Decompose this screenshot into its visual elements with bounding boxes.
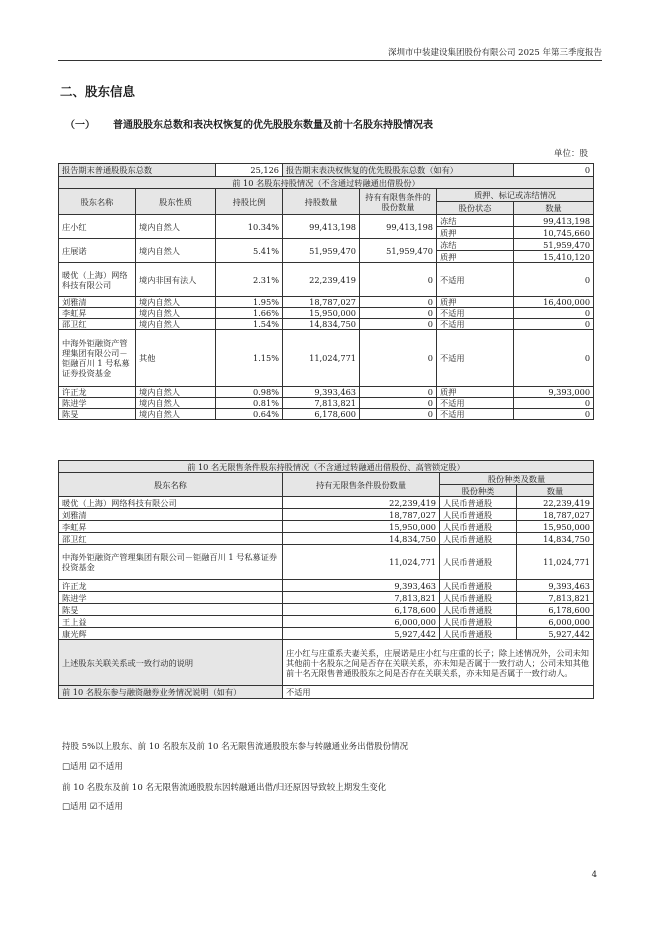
share-type: 人民币普通股 xyxy=(440,509,517,521)
unrestricted-qty: 7,813,821 xyxy=(283,592,440,604)
shareholder-name: 陈进学 xyxy=(59,398,136,409)
restricted-qty: 0 xyxy=(360,409,437,420)
unrestricted-shareholder-name: 王上益 xyxy=(59,616,283,628)
top10-row xyxy=(59,239,594,251)
pledge-count: 99,413,198 xyxy=(514,215,594,227)
unrestricted-shareholder-name: 刘雅清 xyxy=(59,509,283,521)
top10-row xyxy=(59,330,594,387)
share-count: 14,834,750 xyxy=(517,533,594,545)
shareholder-name: 庄小红 xyxy=(59,215,136,239)
share-type: 人民币普通股 xyxy=(440,533,517,545)
top10-row xyxy=(59,398,594,409)
top10-row xyxy=(59,409,594,420)
pledge-status: 冻结 xyxy=(437,215,514,227)
share-count: 18,787,027 xyxy=(517,509,594,521)
preferred-holders-value: 0 xyxy=(514,164,594,177)
restricted-qty: 0 xyxy=(360,297,437,308)
hdr-qty: 持股数量 xyxy=(283,189,360,215)
margin-row xyxy=(59,686,594,699)
shareholder-nature: 境内自然人 xyxy=(136,239,216,263)
shareholding-qty: 6,178,600 xyxy=(283,409,360,420)
shareholder-nature: 境内自然人 xyxy=(136,215,216,239)
shareholder-name: 邵卫红 xyxy=(59,319,136,330)
share-count: 5,927,442 xyxy=(517,628,594,640)
top10-row xyxy=(59,319,594,330)
shareholder-nature: 境内自然人 xyxy=(136,297,216,308)
hdr-pledge: 质押、标记或冻结情况 xyxy=(437,189,594,202)
share-type: 人民币普通股 xyxy=(440,545,517,580)
shareholder-nature: 其他 xyxy=(136,330,216,387)
unrestricted-qty: 6,000,000 xyxy=(283,616,440,628)
summary-row xyxy=(59,164,594,177)
share-count: 22,239,419 xyxy=(517,497,594,509)
shareholding-qty: 22,239,419 xyxy=(283,263,360,297)
shareholding-qty: 7,813,821 xyxy=(283,398,360,409)
top10-title: 前 10 名股东持股情况（不含通过转融通出借股份） xyxy=(59,177,594,189)
unrestricted-row xyxy=(59,592,594,604)
share-type: 人民币普通股 xyxy=(440,521,517,533)
unrestricted-shareholder-name: 邵卫红 xyxy=(59,533,283,545)
share-count: 11,024,771 xyxy=(517,545,594,580)
hdr-restricted: 持有有限售条件的股份数量 xyxy=(360,189,437,215)
report-header-title: 深圳市中装建设集团股份有限公司 2025 年第三季度报告 xyxy=(387,48,602,58)
unrestricted-row xyxy=(59,521,594,533)
shareholder-name: 中海外钜融资产管理集团有限公司－钜融百川 1 号私募证券投资基金 xyxy=(59,330,136,387)
pledge-status: 冻结 xyxy=(437,239,514,251)
share-count: 15,950,000 xyxy=(517,521,594,533)
restricted-qty: 99,413,198 xyxy=(360,215,437,239)
pledge-count: 0 xyxy=(514,330,594,387)
share-count: 6,000,000 xyxy=(517,616,594,628)
pledge-status: 质押 xyxy=(437,227,514,239)
unrestricted-header-row xyxy=(59,473,594,485)
hdr-name: 股东名称 xyxy=(59,189,136,215)
unrestricted-row xyxy=(59,497,594,509)
shareholder-nature: 境内自然人 xyxy=(136,409,216,420)
unrestricted-title: 前 10 名无限售条件股东持股情况（不含通过转融通出借股份、高管锁定股） xyxy=(59,461,594,473)
pledge-status: 不适用 xyxy=(437,319,514,330)
unrestricted-qty: 14,834,750 xyxy=(283,533,440,545)
pledge-status: 不适用 xyxy=(437,398,514,409)
pledge-status: 质押 xyxy=(437,251,514,263)
hdr2-type: 股份种类 xyxy=(440,485,517,497)
shareholding-qty: 18,787,027 xyxy=(283,297,360,308)
top10-header-row xyxy=(59,189,594,202)
shareholding-ratio: 1.66% xyxy=(216,308,283,319)
top10-row xyxy=(59,387,594,398)
unrestricted-row xyxy=(59,545,594,580)
relation-text: 庄小红与庄重系夫妻关系，庄展诺是庄小红与庄重的长子；除上述情况外，公司未知其他前十名股东之间是否存在关联关系，亦未知是否属于一致行动人；公司未知其他前十名无限售普通股股东之间是否存在关联关系，亦未知是否属于一致行动人。 xyxy=(283,640,594,686)
note-1-options: □适用 ☑不适用 xyxy=(62,762,123,772)
relation-row xyxy=(59,640,594,686)
subsection-title xyxy=(65,116,433,131)
share-count: 7,813,821 xyxy=(517,592,594,604)
unrestricted-qty: 5,927,442 xyxy=(283,628,440,640)
top10-row xyxy=(59,297,594,308)
restricted-qty: 0 xyxy=(360,319,437,330)
restricted-qty: 0 xyxy=(360,308,437,319)
unrestricted-shareholder-name: 陈旻 xyxy=(59,604,283,616)
unrestricted-row xyxy=(59,533,594,545)
unrestricted-shareholder-name: 陈进学 xyxy=(59,592,283,604)
share-type: 人民币普通股 xyxy=(440,592,517,604)
unit-label: 单位：股 xyxy=(553,149,588,159)
pledge-count: 51,959,470 xyxy=(514,239,594,251)
page-number: 4 xyxy=(591,870,597,880)
shareholder-name: 刘雅清 xyxy=(59,297,136,308)
unrestricted-shareholder-name: 许正龙 xyxy=(59,580,283,592)
unrestricted-shareholders-table xyxy=(58,460,594,699)
shareholding-qty: 99,413,198 xyxy=(283,215,360,239)
unrestricted-shareholder-name: 康光辉 xyxy=(59,628,283,640)
hdr2-name: 股东名称 xyxy=(59,473,283,497)
pledge-status: 质押 xyxy=(437,297,514,308)
shareholding-qty: 9,393,463 xyxy=(283,387,360,398)
top10-shareholders-table xyxy=(58,163,594,420)
share-type: 人民币普通股 xyxy=(440,616,517,628)
pledge-count: 0 xyxy=(514,409,594,420)
share-type: 人民币普通股 xyxy=(440,580,517,592)
share-type: 人民币普通股 xyxy=(440,628,517,640)
top10-row xyxy=(59,308,594,319)
shareholder-nature: 境内自然人 xyxy=(136,387,216,398)
shareholder-nature: 境内自然人 xyxy=(136,319,216,330)
unrestricted-row xyxy=(59,628,594,640)
margin-label: 前 10 名股东参与融资融券业务情况说明（如有） xyxy=(59,686,283,699)
unrestricted-qty: 15,950,000 xyxy=(283,521,440,533)
section-title: 二、股东信息 xyxy=(60,84,136,99)
pledge-status: 不适用 xyxy=(437,263,514,297)
shareholder-nature: 境内自然人 xyxy=(136,308,216,319)
hdr2-qty: 持有无限售条件股份数量 xyxy=(283,473,440,497)
common-holders-value: 25,126 xyxy=(216,164,283,177)
shareholding-ratio: 5.41% xyxy=(216,239,283,263)
pledge-count: 0 xyxy=(514,263,594,297)
unrestricted-shareholder-name: 李虹昇 xyxy=(59,521,283,533)
unrestricted-qty: 9,393,463 xyxy=(283,580,440,592)
shareholding-qty: 15,950,000 xyxy=(283,308,360,319)
unrestricted-row xyxy=(59,580,594,592)
shareholder-name: 庄展诺 xyxy=(59,239,136,263)
hdr-count: 数量 xyxy=(514,202,594,215)
shareholding-ratio: 1.54% xyxy=(216,319,283,330)
unrestricted-qty: 22,239,419 xyxy=(283,497,440,509)
unrestricted-shareholder-name: 中海外钜融资产管理集团有限公司－钜融百川 1 号私募证券投资基金 xyxy=(59,545,283,580)
unrestricted-row xyxy=(59,616,594,628)
shareholding-ratio: 0.98% xyxy=(216,387,283,398)
restricted-qty: 0 xyxy=(360,330,437,387)
top10-title-row xyxy=(59,177,594,189)
restricted-qty: 0 xyxy=(360,387,437,398)
shareholder-name: 陈旻 xyxy=(59,409,136,420)
shareholding-ratio: 1.15% xyxy=(216,330,283,387)
shareholding-ratio: 0.81% xyxy=(216,398,283,409)
pledge-status: 不适用 xyxy=(437,308,514,319)
note-2-options: □适用 ☑不适用 xyxy=(62,802,123,812)
pledge-count: 0 xyxy=(514,319,594,330)
unrestricted-qty: 11,024,771 xyxy=(283,545,440,580)
pledge-count: 9,393,000 xyxy=(514,387,594,398)
pledge-count: 10,745,660 xyxy=(514,227,594,239)
shareholding-qty: 51,959,470 xyxy=(283,239,360,263)
unrestricted-title-row xyxy=(59,461,594,473)
note-1-text: 持股 5%以上股东、前 10 名股东及前 10 名无限售流通股股东参与转融通业务出借股份情况 xyxy=(62,742,409,752)
restricted-qty: 51,959,470 xyxy=(360,239,437,263)
unrestricted-row xyxy=(59,604,594,616)
share-count: 6,178,600 xyxy=(517,604,594,616)
share-type: 人民币普通股 xyxy=(440,497,517,509)
shareholding-qty: 14,834,750 xyxy=(283,319,360,330)
top10-row xyxy=(59,263,594,297)
pledge-count: 15,410,120 xyxy=(514,251,594,263)
pledge-status: 不适用 xyxy=(437,409,514,420)
hdr2-count: 数量 xyxy=(517,485,594,497)
shareholder-nature: 境内自然人 xyxy=(136,398,216,409)
hdr-nature: 股东性质 xyxy=(136,189,216,215)
shareholding-ratio: 2.31% xyxy=(216,263,283,297)
share-count: 9,393,463 xyxy=(517,580,594,592)
preferred-holders-label: 报告期末表决权恢复的优先股股东总数（如有） xyxy=(283,164,514,177)
shareholder-name: 许正龙 xyxy=(59,387,136,398)
hdr-status: 股份状态 xyxy=(437,202,514,215)
shareholding-qty: 11,024,771 xyxy=(283,330,360,387)
subsection-number: （一） xyxy=(65,120,95,131)
pledge-status: 不适用 xyxy=(437,330,514,387)
unrestricted-row xyxy=(59,509,594,521)
unrestricted-shareholder-name: 暖优（上海）网络科技有限公司 xyxy=(59,497,283,509)
shareholding-ratio: 1.95% xyxy=(216,297,283,308)
margin-value: 不适用 xyxy=(283,686,594,699)
pledge-status: 质押 xyxy=(437,387,514,398)
note-2-text: 前 10 名股东及前 10 名无限售流通股股东因转融通出借/归还原因导致较上期发生变化 xyxy=(62,783,387,793)
shareholding-ratio: 10.34% xyxy=(216,215,283,239)
restricted-qty: 0 xyxy=(360,398,437,409)
restricted-qty: 0 xyxy=(360,263,437,297)
unrestricted-qty: 6,178,600 xyxy=(283,604,440,616)
shareholder-nature: 境内非国有法人 xyxy=(136,263,216,297)
shareholding-ratio: 0.64% xyxy=(216,409,283,420)
unrestricted-qty: 18,787,027 xyxy=(283,509,440,521)
top10-row xyxy=(59,215,594,227)
pledge-count: 0 xyxy=(514,398,594,409)
hdr-ratio: 持股比例 xyxy=(216,189,283,215)
relation-label: 上述股东关联关系或一致行动的说明 xyxy=(59,640,283,686)
pledge-count: 0 xyxy=(514,308,594,319)
common-holders-label: 报告期末普通股股东总数 xyxy=(59,164,216,177)
share-type: 人民币普通股 xyxy=(440,604,517,616)
hdr2-type-group: 股份种类及数量 xyxy=(440,473,594,485)
header-divider xyxy=(58,60,602,61)
shareholder-name: 暖优（上海）网络科技有限公司 xyxy=(59,263,136,297)
shareholder-name: 李虹昇 xyxy=(59,308,136,319)
subsection-text: 普通股股东总数和表决权恢复的优先股股东数量及前十名股东持股情况表 xyxy=(113,120,433,131)
pledge-count: 16,400,000 xyxy=(514,297,594,308)
